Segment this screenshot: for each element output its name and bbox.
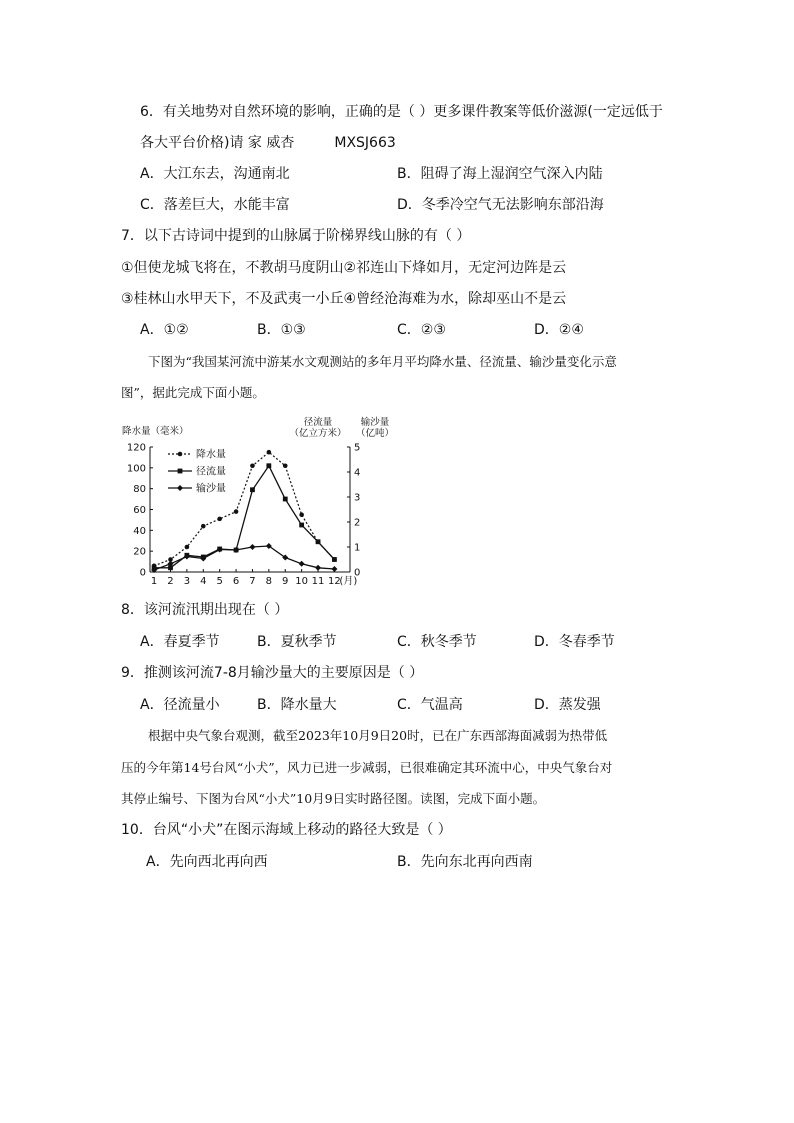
right-tick-label-4: 4 — [354, 467, 361, 479]
q9-option-c: C．气温高 — [397, 697, 463, 713]
q7-poem-1: ①但使龙城飞将在，不教胡马度阴山②祁连山下烽如月，无定河边阵是云 — [121, 260, 567, 276]
x-tick-label-3: 3 — [183, 576, 191, 587]
left-tick-label-80: 80 — [133, 484, 146, 496]
q9-stem: 9．推测该河流7-8月输沙量大的主要原因是（ ） — [121, 665, 424, 681]
right-tick-label-3: 3 — [354, 492, 361, 504]
right-tick-label-2: 2 — [354, 517, 361, 529]
left-tick-label-120: 120 — [126, 442, 146, 454]
x-axis-suffix: (月) — [339, 576, 358, 587]
x-tick-label-12: 12 — [328, 576, 341, 587]
intro2-line1: 根据中央气象台观测，截至2023年10月9日20时，已在广东西部海面减弱为热带低 — [148, 728, 608, 743]
series-2-point-9 — [283, 497, 288, 502]
series-1-point-9 — [283, 463, 288, 468]
q7-poem-2: ③桂林山水甲天下，不及武夷一小丘④曾经沧海难为水，除却巫山不是云 — [121, 291, 567, 307]
series-2-point-7 — [250, 487, 255, 492]
series-1-point-5 — [217, 517, 222, 522]
x-tick-label-4: 4 — [200, 576, 207, 587]
q8-option-b: B．夏秋季节 — [257, 634, 337, 650]
legend-marker-1 — [178, 452, 183, 457]
q6-option-b: B．阻碍了海上湿润空气深入内陆 — [397, 166, 603, 182]
series-1-point-3 — [185, 545, 190, 550]
q6-option-c: C．落差巨大，水能丰富 — [140, 197, 290, 213]
q8-option-c: C．秋冬季节 — [397, 634, 477, 650]
q10-option-b: B．先向东北再向西南 — [397, 854, 533, 870]
right-axis-title-2b: （亿吨） — [355, 428, 395, 439]
left-tick-label-40: 40 — [133, 525, 146, 537]
right-tick-label-0: 0 — [354, 567, 361, 579]
right-axis-title-1b: （亿立方米） — [289, 428, 347, 439]
q9-option-d: D．蒸发强 — [534, 697, 601, 713]
series-1-point-7 — [250, 463, 255, 468]
series-2-point-11 — [316, 539, 321, 544]
hydrology-chart — [118, 414, 398, 594]
legend-label-3: 输沙量 — [196, 483, 226, 495]
q9-option-b: B．降水量大 — [257, 697, 337, 713]
q6-stem-cont-text: 各大平台价格)请 家 威杏 — [140, 135, 295, 151]
x-tick-label-9: 9 — [282, 576, 289, 587]
left-tick-label-0: 0 — [139, 567, 146, 579]
series-2-point-8 — [266, 463, 271, 468]
q6-option-d: D．冬季冷空气无法影响东部沿海 — [397, 197, 604, 213]
series-3-point-10 — [299, 561, 305, 567]
series-3-point-11 — [315, 565, 321, 571]
q7-option-a: A．①② — [140, 322, 189, 338]
legend-label-1: 降水量 — [196, 449, 226, 461]
q6-option-a: A．大江东去，沟通南北 — [140, 166, 290, 182]
series-1-point-8 — [267, 450, 272, 455]
series-line-2 — [154, 466, 334, 568]
q7-option-c: C．②③ — [397, 322, 446, 338]
x-tick-label-1: 1 — [150, 576, 158, 587]
left-tick-label-60: 60 — [133, 505, 146, 516]
q10-option-a: A．先向西北再向西 — [146, 854, 268, 870]
series-3-point-12 — [331, 566, 337, 572]
series-3-point-7 — [249, 544, 255, 550]
x-tick-label-10: 10 — [295, 576, 309, 587]
q8-option-d: D．冬春季节 — [534, 634, 615, 650]
intro2-line3: 其停止编号、下图为台风“小犬”10月9日实时路径图。读图，完成下面小题。 — [121, 791, 546, 806]
right-axis-title-2a: 输沙量 — [360, 417, 390, 428]
x-tick-label-8: 8 — [265, 576, 273, 587]
legend-marker-3 — [177, 485, 183, 491]
right-axis-title-1a: 径流量 — [303, 417, 333, 428]
left-tick-label-20: 20 — [133, 546, 146, 558]
x-tick-label-7: 7 — [249, 576, 256, 587]
q10-stem: 10．台风“小犬”在图示海域上移动的路径大致是（ ） — [121, 822, 452, 838]
left-tick-label-100: 100 — [126, 463, 146, 475]
series-line-3 — [154, 546, 334, 570]
series-1-point-6 — [234, 509, 239, 514]
q8-option-a: A．春夏季节 — [140, 634, 220, 650]
q6-stem: 6．有关地势对自然环境的影响，正确的是（ ）更多课件教案等低价滋源(一定远低于 — [140, 104, 663, 120]
series-2-point-10 — [299, 523, 304, 528]
q9-option-a: A．径流量小 — [140, 697, 220, 713]
x-tick-label-5: 5 — [216, 576, 223, 587]
right-tick-label-1: 1 — [354, 542, 361, 554]
x-tick-label-11: 11 — [311, 576, 325, 587]
q8-stem: 8．该河流汛期出现在（ ） — [121, 602, 289, 618]
series-1-point-10 — [299, 512, 304, 517]
q7-option-d: D．②④ — [534, 322, 584, 338]
left-axis-title: 降水量（毫米） — [122, 426, 189, 437]
q6-stem-cont — [140, 133, 396, 153]
x-tick-label-6: 6 — [232, 576, 240, 587]
legend-marker-2 — [178, 469, 183, 474]
intro2-line2: 压的今年第14号台风“小犬”，风力已进一步减弱，已很难确定其环流中心，中央气象台对 — [121, 760, 613, 775]
x-tick-label-2: 2 — [167, 576, 174, 587]
series-1-point-4 — [201, 524, 206, 529]
series-2-point-12 — [332, 557, 337, 562]
intro1-line2: 图”，据此完成下面小题。 — [121, 385, 265, 400]
q7-option-b: B．①③ — [257, 322, 306, 338]
intro1-line1: 下图为“我国某河流中游某水文观测站的多年月平均降水量、径流量、输沙量变化示意 — [148, 354, 617, 369]
q6-code: MXSJ663 — [334, 135, 396, 151]
right-tick-label-5: 5 — [354, 442, 361, 454]
legend-label-2: 径流量 — [196, 466, 226, 478]
q7-stem: 7．以下古诗词中提到的山脉属于阶梯界线山脉的有（ ） — [121, 228, 471, 244]
